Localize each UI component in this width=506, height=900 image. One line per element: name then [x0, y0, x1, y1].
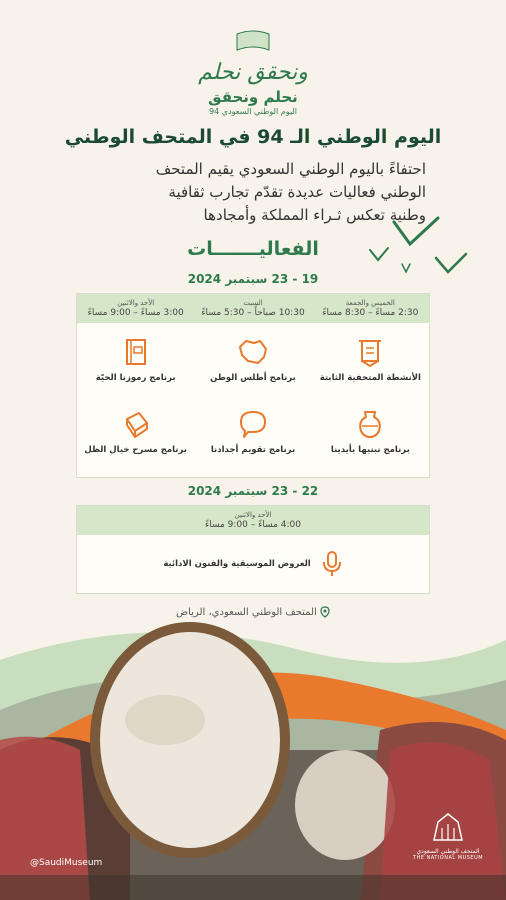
pot-icon — [356, 409, 384, 439]
program-item[interactable] — [77, 323, 194, 395]
program-item[interactable] — [194, 323, 311, 395]
flag-icon — [233, 28, 273, 58]
time-slot — [312, 294, 429, 323]
time-slot — [194, 294, 311, 323]
date-range: 22 - 23 سبتمبر 2024 — [187, 484, 319, 498]
logo-script: ونحقق نحلم — [198, 60, 308, 85]
museum-building-icon — [428, 810, 468, 844]
logo-subtitle: اليوم الوطني السعودي 94 — [209, 107, 297, 116]
time-days: الخميس والجمعة — [345, 299, 395, 307]
schedule-card — [76, 505, 430, 594]
time-hours: 4:00 مساءً – 9:00 مساءً — [204, 520, 302, 530]
logo-title: نحلم ونحقق — [208, 88, 298, 106]
time-hours: 3:00 مساءً – 9:00 مساءً — [87, 308, 184, 318]
national-day-logo — [0, 28, 506, 116]
banner-icon — [356, 337, 384, 367]
time-slot — [77, 506, 429, 535]
date-range: 19 - 23 سبتمبر 2024 — [187, 272, 319, 286]
speech-bubble-icon — [238, 409, 268, 439]
program-label: برنامج أطلس الوطن — [210, 373, 296, 383]
program-label: العروض الموسيقية والفنون الادائية — [163, 559, 311, 569]
location-pin-icon — [320, 606, 330, 618]
museum-logo — [408, 810, 488, 861]
social-handle[interactable]: @SaudiMuseum — [30, 858, 103, 868]
program-item[interactable] — [312, 323, 429, 395]
program-label: برنامج نبنيها بأيدينا — [330, 445, 410, 455]
events-heading: الفعاليـــــــات — [187, 238, 319, 260]
program-item[interactable] — [312, 395, 429, 467]
program-item[interactable] — [77, 395, 194, 467]
map-icon — [236, 337, 270, 367]
drum-icon — [121, 409, 151, 439]
description-line: الوطني فعاليات عديدة تقدّم تجارب ثقافية — [168, 183, 426, 201]
time-slot — [77, 294, 194, 323]
microphone-icon — [321, 549, 343, 579]
times-header — [77, 294, 429, 323]
program-label: برنامج رموزنا الحيّة — [95, 373, 176, 383]
program-label: الأنشطة المتحفية الثابتة — [319, 373, 421, 383]
program-label: برنامج مسرح خيال الظل — [84, 445, 187, 455]
description-line: وطنية تعكس ثـراء المملكة وأمجادها — [203, 206, 426, 224]
museum-name-en: THE NATIONAL MUSEUM — [412, 855, 484, 861]
book-icon — [122, 337, 150, 367]
time-hours: 2:30 مساءً – 8:30 مساءً — [322, 308, 419, 318]
description-line: احتفاءً باليوم الوطني السعودي يقيم المتحف — [155, 160, 426, 178]
time-days: الأحد والاثنين — [234, 511, 272, 519]
program-item[interactable] — [194, 395, 311, 467]
program-label: برنامج تقويم أجدادنا — [210, 445, 296, 455]
schedule-card — [76, 293, 430, 478]
museum-name-ar: المتحف الوطني السعودي — [416, 848, 480, 855]
time-days: السبت — [243, 299, 263, 307]
time-days: الأحد والاثنين — [117, 299, 155, 307]
page-title: اليوم الوطني الـ 94 في المتحف الوطني — [64, 126, 442, 148]
time-hours: 10:30 صباحاً – 5:30 مساءً — [201, 308, 305, 318]
location — [0, 606, 506, 618]
times-header — [77, 506, 429, 535]
location-text: المتحف الوطني السعودي، الرياض — [176, 607, 317, 618]
program-item[interactable] — [77, 535, 429, 593]
